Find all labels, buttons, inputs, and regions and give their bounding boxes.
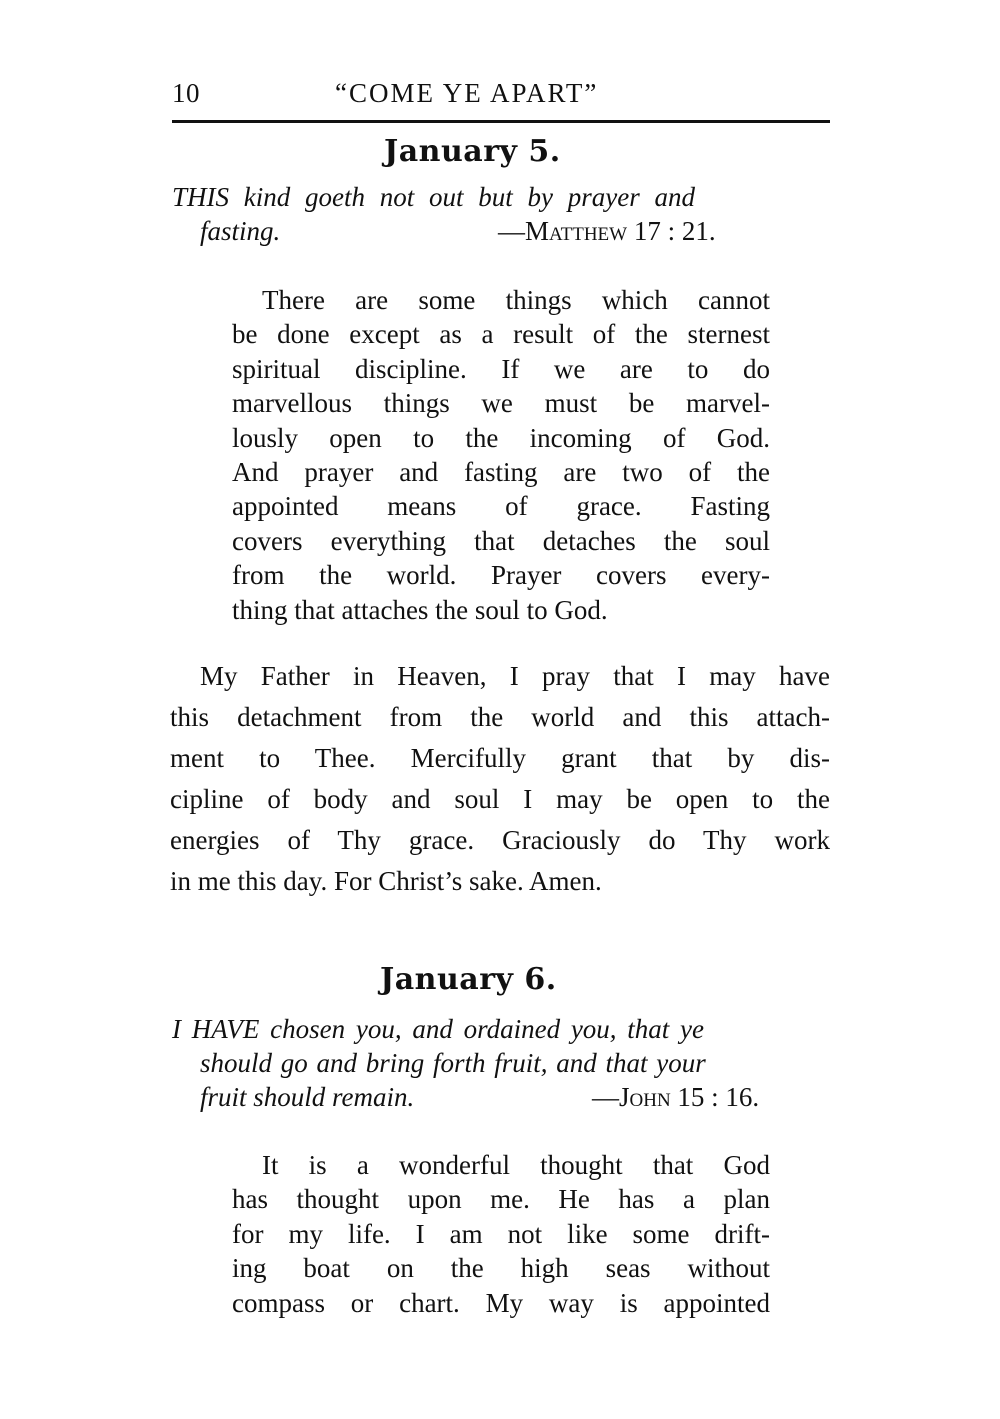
text-line: has thought upon me. He has a plan xyxy=(232,1184,770,1215)
text-line: covers everything that detaches the soul xyxy=(232,525,770,556)
reference-book: John xyxy=(619,1082,671,1112)
text-line: from the world. Prayer covers every- xyxy=(232,560,770,591)
text-line: ment to Thee. Mercifully grant that by dis- xyxy=(170,743,830,773)
text-line: And prayer and fasting are two of the xyxy=(232,457,770,488)
text-line: energies of Thy grace. Graciously do Thy work xyxy=(170,825,830,855)
text-line: be done except as a result of the sternest xyxy=(232,319,770,350)
meditation-paragraph xyxy=(232,283,770,627)
scripture-verse xyxy=(172,180,832,248)
verse-line: should go and bring forth fruit, and that your xyxy=(200,1048,706,1078)
reference-chapter-verse: 17 : 21. xyxy=(633,216,716,246)
entry-heading: January 5. xyxy=(384,134,561,169)
header-rule xyxy=(172,120,830,123)
entry-heading: January 6. xyxy=(380,962,557,997)
scripture-verse xyxy=(172,1012,832,1114)
scripture-reference: —Matthew 17 : 21. xyxy=(498,216,716,246)
running-title: “COME YE APART” xyxy=(335,78,599,108)
verse-line: I HAVE chosen you, and ordained you, that ye xyxy=(172,1014,705,1044)
verse-line: fruit should remain. xyxy=(200,1082,415,1112)
text-line: lously open to the incoming of God. xyxy=(232,422,770,453)
reference-book: Matthew xyxy=(525,216,628,246)
text-line: There are some things which cannot xyxy=(262,285,770,315)
scripture-reference: —John 15 : 16. xyxy=(592,1082,760,1112)
verse-line: THIS kind goeth not out but by prayer and xyxy=(172,182,695,212)
prayer-paragraph xyxy=(170,656,830,902)
text-line: compass or chart. My way is appointed xyxy=(232,1287,770,1318)
meditation-paragraph xyxy=(232,1148,770,1320)
text-line: thing that attaches the soul to God. xyxy=(232,594,608,625)
text-line: cipline of body and soul I may be open to the xyxy=(170,784,830,814)
text-line: this detachment from the world and this attach- xyxy=(170,702,830,732)
text-line: appointed means of grace. Fasting xyxy=(232,491,770,522)
verse-line: fasting. xyxy=(200,216,281,246)
text-line: marvellous things we must be marvel- xyxy=(232,388,770,419)
text-line: It is a wonderful thought that God xyxy=(262,1150,770,1180)
verse-line-with-reference xyxy=(172,1080,832,1114)
text-line: in me this day. For Christ’s sake. Amen. xyxy=(170,866,602,896)
text-line: ing boat on the high seas without xyxy=(232,1253,770,1284)
text-line: for my life. I am not like some drift- xyxy=(232,1218,770,1249)
text-line: spiritual discipline. If we are to do xyxy=(232,353,770,384)
verse-line-with-reference xyxy=(172,214,832,248)
page-number: 10 xyxy=(172,78,200,108)
reference-chapter-verse: 15 : 16. xyxy=(677,1082,760,1112)
text-line: My Father in Heaven, I pray that I may have xyxy=(200,661,830,691)
